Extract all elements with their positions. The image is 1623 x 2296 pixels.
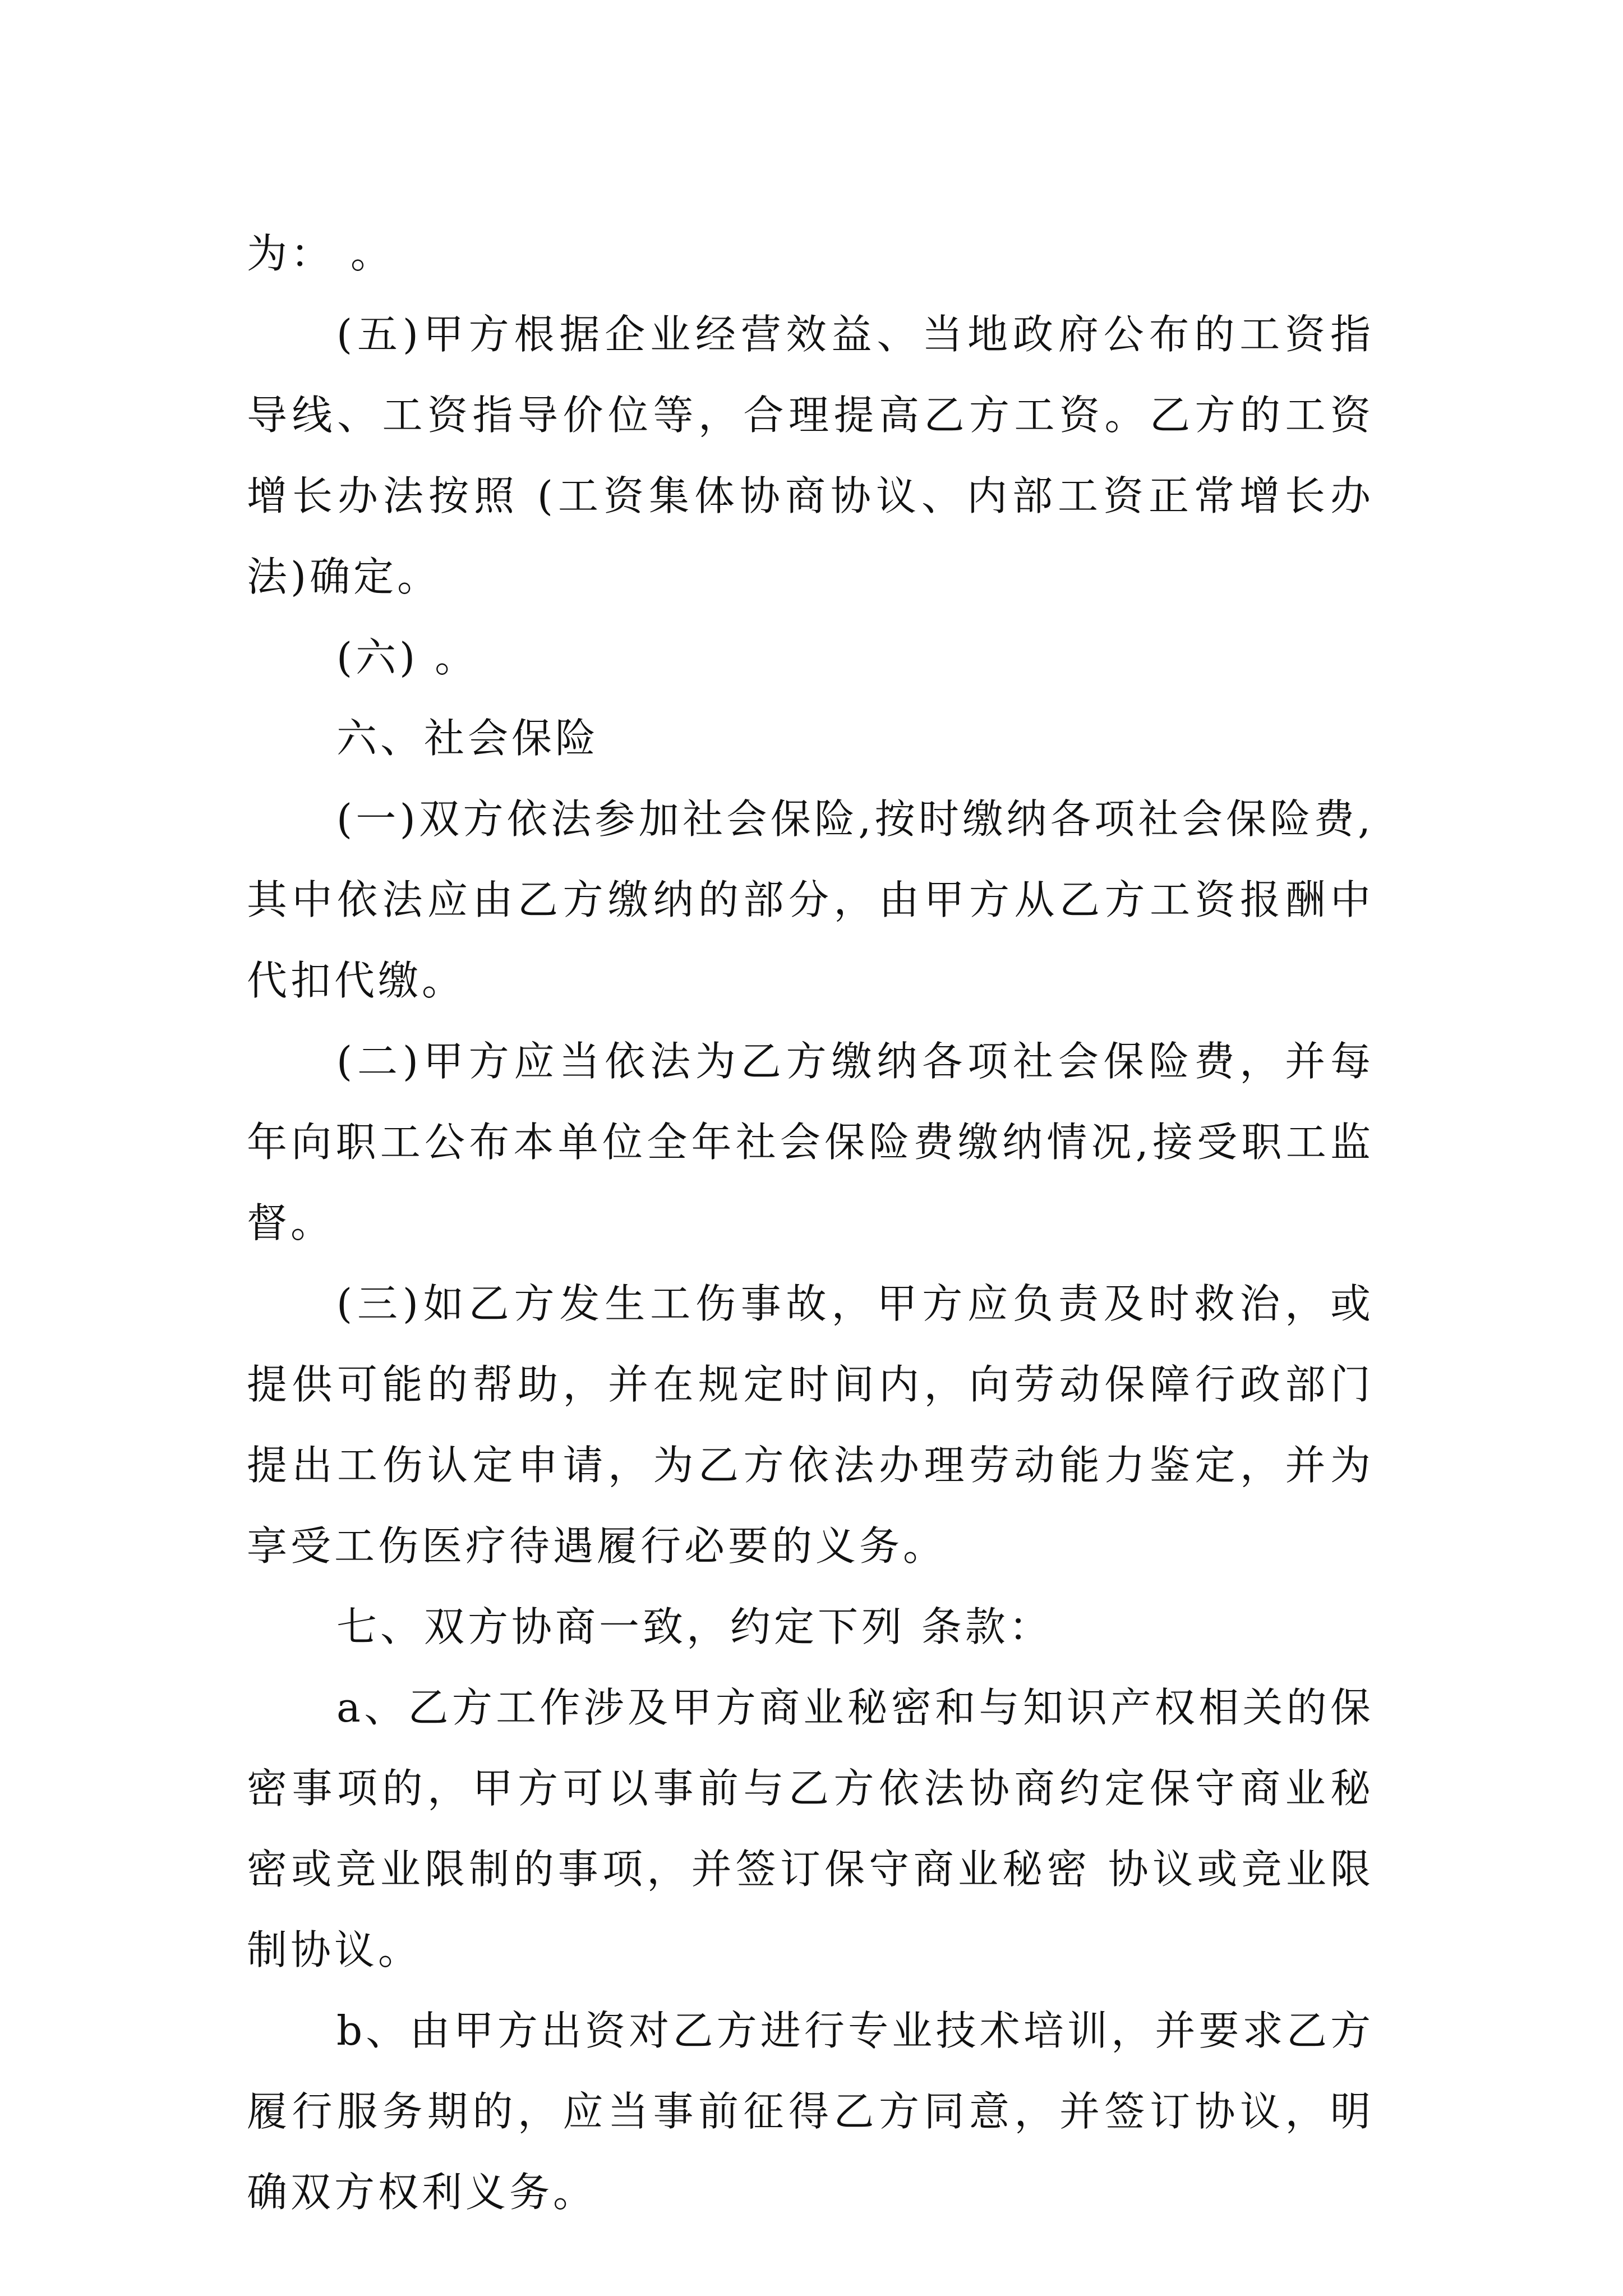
paragraph-insurance-three: (三)如乙方发生工伤事故，甲方应负责及时救治，或提供可能的帮助，并在规定时间内，向劳动保障行政部门提出工伤认定申请，为乙方依法办理劳动能力鉴定，并为享受工伤医疗待遇履行必要的义务。 <box>247 1280 1374 1570</box>
paragraph-insurance-one: (一)双方依法参加社会保险,按时缴纳各项社会保险费,其中依法应由乙方缴纳的部分，由甲方从乙方工资报酬中代扣代缴。 <box>247 795 1374 1004</box>
section-heading-agreed-terms: 七、双方协商一致，约定下列 条款： <box>336 1603 1053 1650</box>
section-heading-social-insurance: 六、社会保险 <box>336 715 600 762</box>
paragraph-term-a: a、乙方工作涉及甲方商业秘密和与知识产权相关的保密事项的，甲方可以事前与乙方依法协商约定保守商业秘密或竞业限制的事项，并签订保守商业秘密 协议或竞业限制协议。 <box>247 1684 1374 1973</box>
paragraph-wage-increase: (五)甲方根据企业经营效益、当地政府公布的工资指导线、工资指导价位等，合理提高乙方工资。乙方的工资增长办法按照 (工资集体协商协议、内部工资正常增长办法)确定。 <box>247 311 1374 600</box>
paragraph-term-b: b、由甲方出资对乙方进行专业技术培训，并要求乙方履行服务期的，应当事前征得乙方同意，并签订协议，明确双方权利义务。 <box>247 2007 1374 2216</box>
paragraph-salary-end: 为： 。 <box>247 230 394 277</box>
paragraph-item-six: (六) 。 <box>336 634 479 681</box>
document-body <box>247 213 1374 2233</box>
paragraph-insurance-two: (二)甲方应当依法为乙方缴纳各项社会保险费，并每年向职工公布本单位全年社会保险费缴纳情况,接受职工监督。 <box>247 1038 1374 1246</box>
